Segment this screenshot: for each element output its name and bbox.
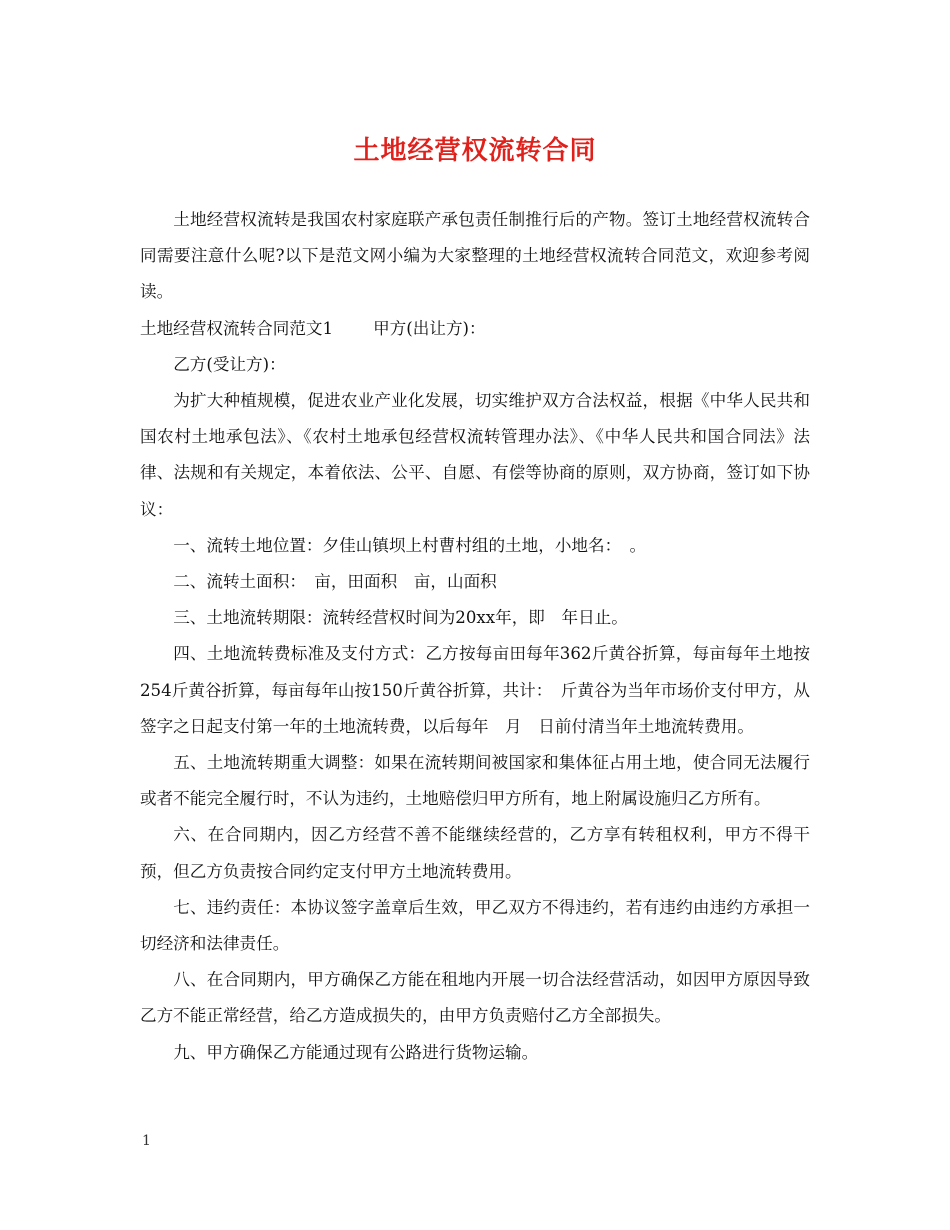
preamble-paragraph: 为扩大种植规模，促进农业产业化发展，切实维护双方合法权益，根据《中华人民共和国农村土地承包法》、《农村土地承包经营权流转管理办法》、《中华人民共和国合同法》法律、法规和有关规定，本着依法、公平、自愿、有偿等协商的原则，双方协商，签订如下协议： (140, 391, 810, 519)
party-a-label: 甲方(出让方)： (373, 318, 486, 338)
clause-9: 九、甲方确保乙方能通过现有公路进行货物运输。 (173, 1042, 539, 1062)
clause-7: 七、违约责任：本协议签字盖章后生效，甲乙双方不得违约，若有违约由违约方承担一切经济和法律责任。 (140, 897, 810, 954)
document-body (140, 202, 810, 1071)
clause-6: 六、在合同期内，因乙方经营不善不能继续经营的，乙方享有转租权利，甲方不得干预，但乙方负责按合同约定支付甲方土地流转费用。 (140, 825, 810, 881)
sample-heading-line (140, 311, 810, 347)
clause-2: 二、流转土面积： 亩，田面积 亩，山面积 (173, 572, 497, 592)
clause-1: 一、流转土地位置：夕佳山镇坝上村曹村组的土地，小地名： 。 (173, 535, 647, 555)
document-title: 土地经营权流转合同 (353, 136, 597, 166)
clause-5: 五、土地流转期重大调整：如果在流转期间被国家和集体征占用土地，使合同无法履行或者不能完全履行时，不认为违约，土地赔偿归甲方所有，地上附属设施归乙方所有。 (140, 753, 810, 809)
clause-4: 四、土地流转费标准及支付方式：乙方按每亩田每年362斤黄谷折算，每亩每年土地按254斤黄谷折算，每亩每年山按150斤黄谷折算，共计： 斤黄谷为当年市场价支付甲方，从签字之日起支付第一年的土地流转费，以后每年 月 日前付清当年土地流转费用。 (140, 644, 810, 736)
sample-heading: 土地经营权流转合同范文1 (140, 318, 334, 338)
clause-8: 八、在合同期内，甲方确保乙方能在租地内开展一切合法经营活动，如因甲方原因导致乙方不能正常经营，给乙方造成损失的，由甲方负责赔付乙方全部损失。 (140, 970, 810, 1026)
page-number: 1 (142, 1133, 151, 1149)
intro-paragraph: 土地经营权流转是我国农村家庭联产承包责任制推行后的产物。签订土地经营权流转合同需要注意什么呢?以下是范文网小编为大家整理的土地经营权流转合同范文，欢迎参考阅读。 (140, 210, 810, 302)
party-b-label: 乙方(受让方)： (173, 354, 286, 374)
clause-3: 三、土地流转期限：流转经营权时间为20xx年，即 年日止。 (173, 608, 628, 628)
